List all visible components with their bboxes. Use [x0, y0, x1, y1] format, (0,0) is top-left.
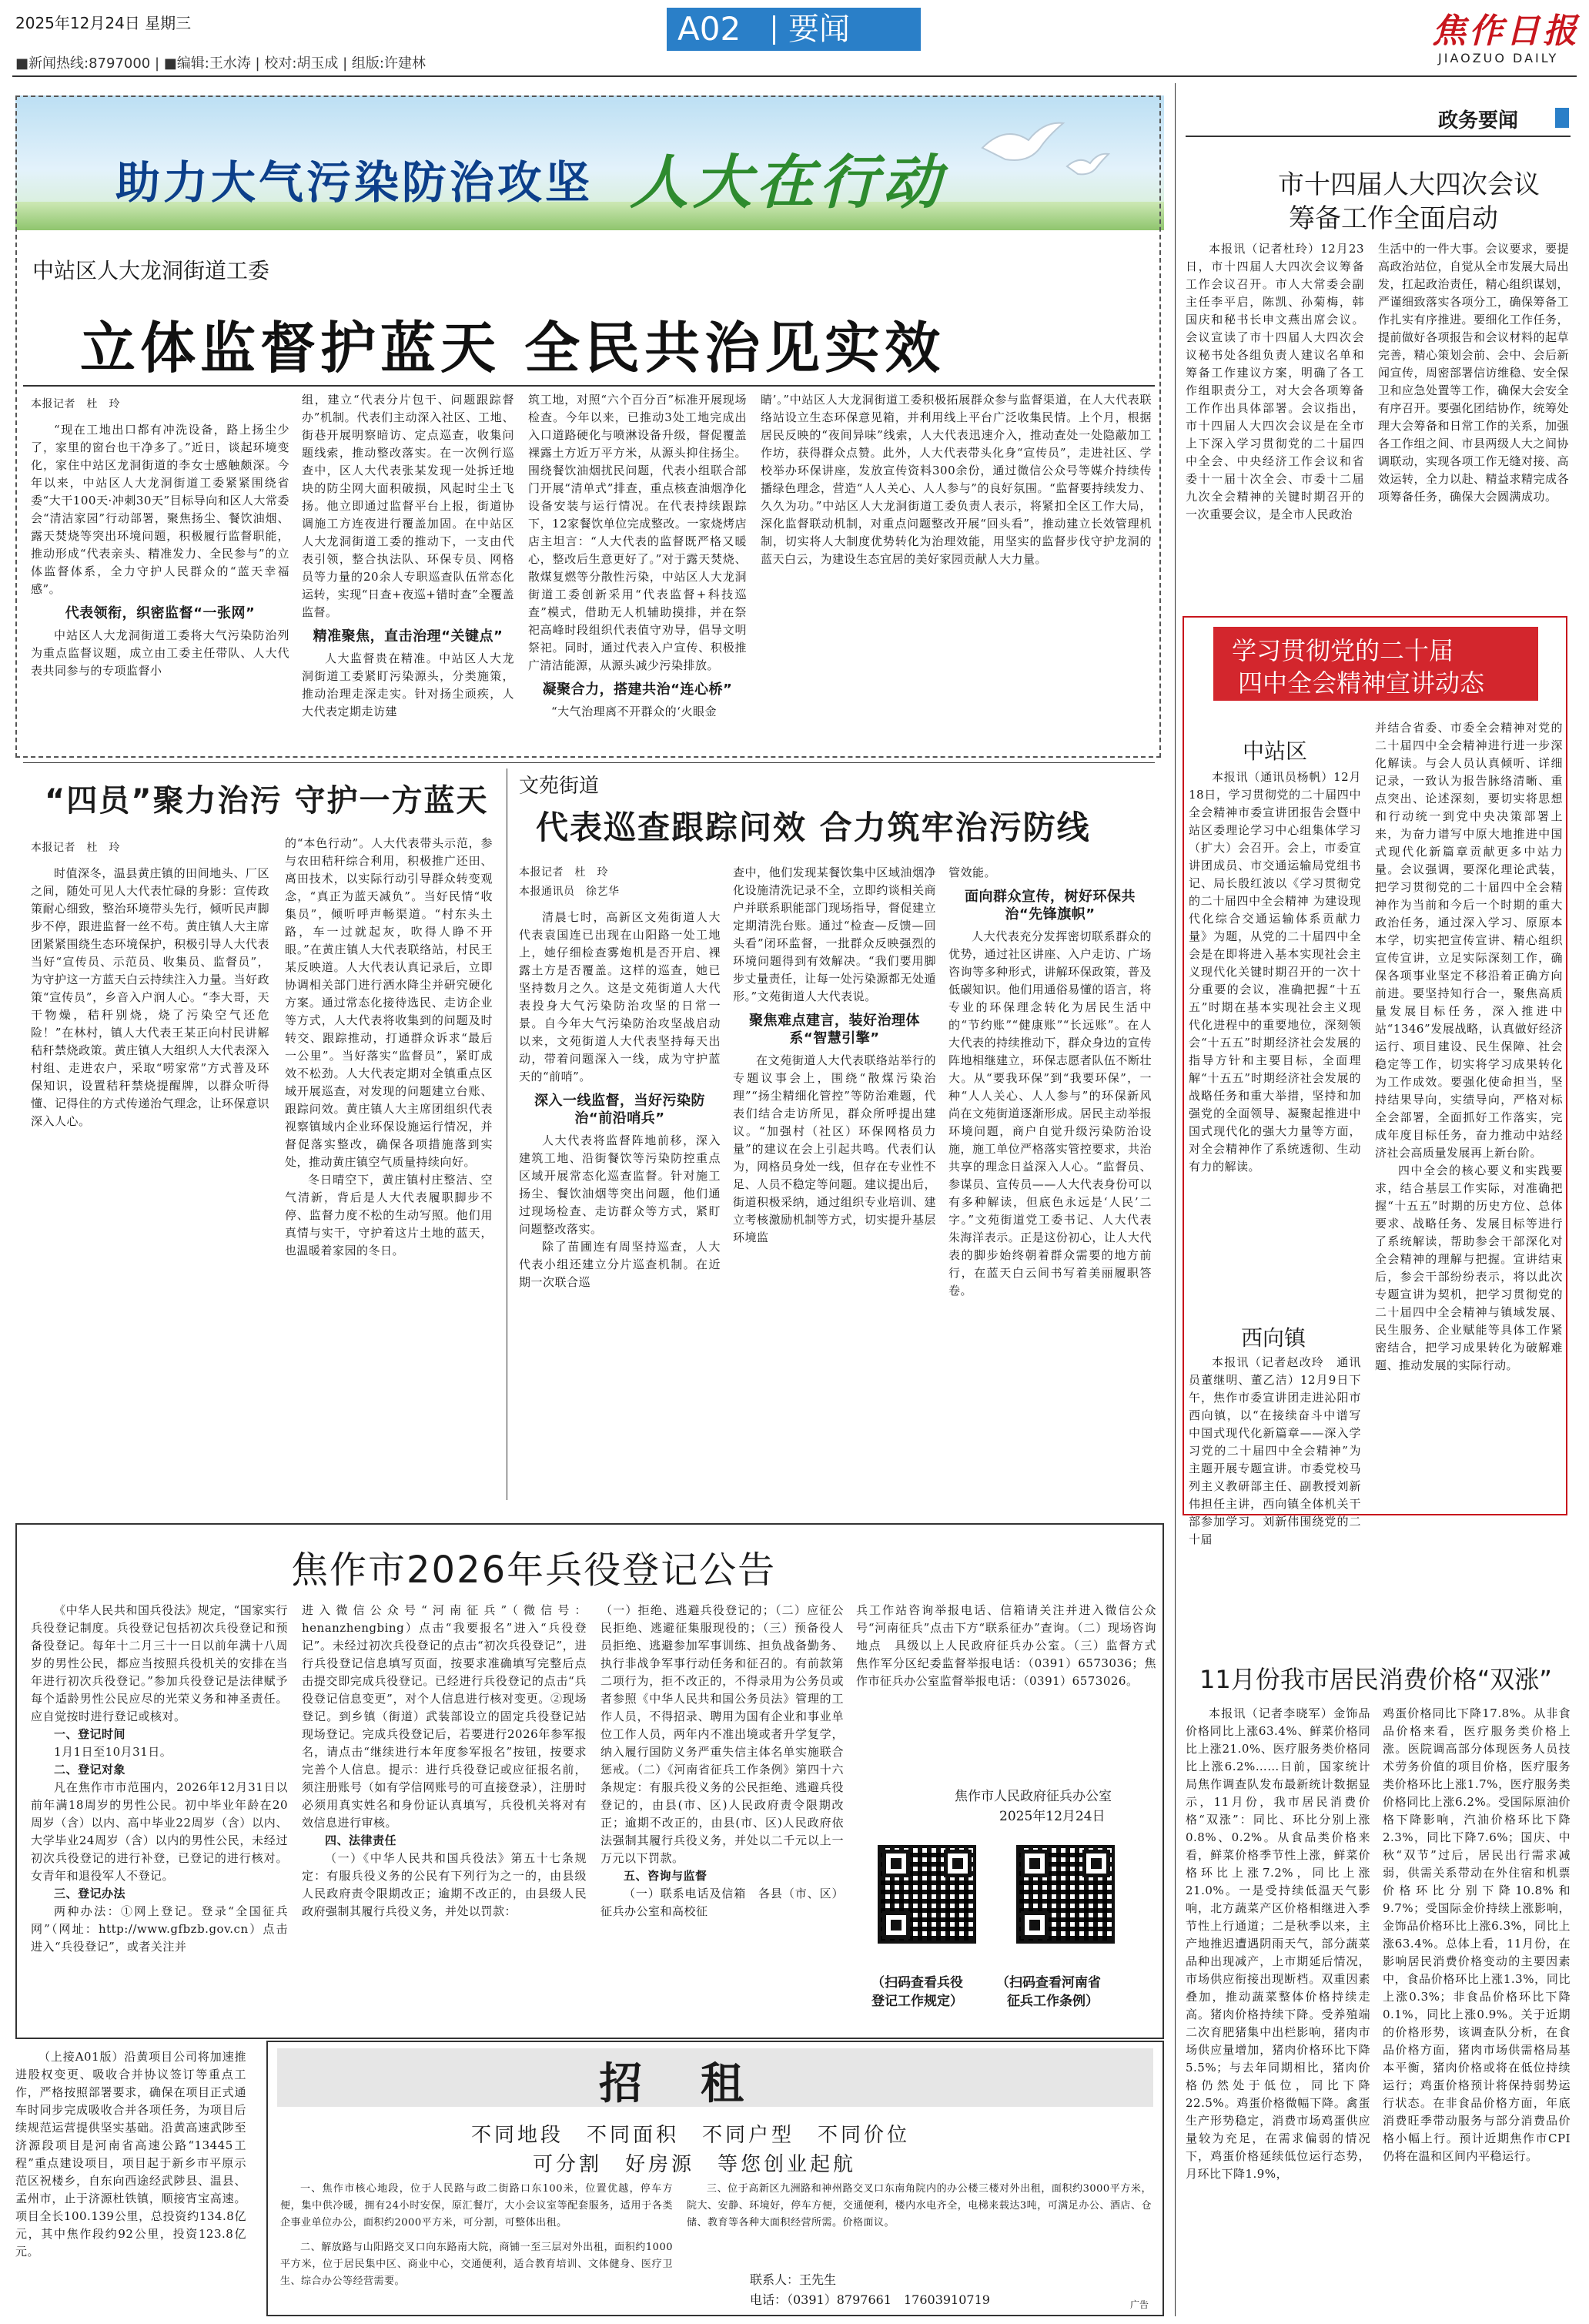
subheading: 精准聚焦，直击治理“关键点”: [313, 628, 503, 645]
article-column: [285, 835, 493, 1497]
ad-slogan: 不同地段 不同面积 不同户型 不同价位: [471, 2124, 911, 2147]
subheading: 面向群众宣传，树好环保共治“先锋旗帜”: [965, 889, 1136, 923]
news-headline: 11月份我市居民消费价格“双涨”: [1199, 1665, 1552, 1694]
paragraph: 除了苗圃连有周坚持巡查，人大代表小组还建立分片巡查机制。在近期一次联合巡: [519, 1240, 721, 1289]
paragraph: 时值深冬，温县黄庄镇的田间地头、厂区之间，随处可见人大代表忙碌的身影：宣传政策耐心细致，整治环境带头先行，倾听民声脚步不停，跟进监督一丝不苟。黄庄镇人大主席团紧紧围绕生态环境保护，积极引导人大代表当好“宣传员、示范员、收集员、监督员”，为守护这一方蓝天白云持续注入力量。当好政策“宣传员”，乡音入户润人心。“李大哥，天干物燥，秸秆别烧，烧了污染空气还危险！”在林村，镇人大代表王某正向村民讲解秸秆禁烧政策。黄庄镇人大组织人大代表深入村组、走进农户，采取“唠家常”方式普及环保知识，设置秸秆禁烧提醒牌，以群众听得懂、记得住的方式传递治气理念，让环保意识深入人心。: [31, 866, 270, 1128]
article-column: [761, 391, 1152, 750]
paragraph: 本报讯（记者杜玲）12月23日，市十四届人大四次会议筹备工作会议召开。市人大常委会副主任李平启，陈凯、孙菊梅，韩国庆和秘书长申文燕出席会议。会议宣读了市十四届人大四次会议秘书处各组负责人建议名单和筹备工作建议方案，明确了各工作组职责分工，对大会各项筹备工作作出具体部署。会议指出，市十四届人大四次会议是在全市上下深入学习贯彻党的二十届四中全会、中央经济工作会议和省委十一届十次全会、市委十二届九次全会精神的关键时期召开的一次重要会议，是全市人民政治: [1186, 242, 1364, 521]
paragraph: 一、焦作市核心地段，位于人民路与政二街路口东100米，位置优越，停车方便，集中供冷暖，拥有24小时安保，原汇餐厅，大小会议室等配套服务，适用于各类企事业单位办公，面积约2000平方米，可分割，可整体出租。: [280, 2183, 673, 2229]
article-column: [302, 391, 514, 750]
banner-title: 助力大气污染防治攻坚: [115, 156, 594, 209]
section-name: 要闻: [788, 12, 850, 47]
section-label: 政务要闻: [1438, 109, 1519, 132]
paragraph: 查中，他们发现某餐饮集中区域油烟净化设施清洗记录不全，立即约谈相关商户并联系职能部门现场指导，督促建立定期清洗台账。通过“检查—反馈—回头看”闭环监督，一批群众反映强烈的环境问题得到有效解决。“我们要用脚步丈量责任，让每一处污染源都无处遁形。”文苑街道人大代表说。: [733, 866, 936, 1003]
paragraph: （一）拒绝、逃避兵役登记的；（二）应征公民拒绝、逃避征集服现役的；（三）预备役人员拒绝、逃避参加军事训练、担负战备勤务、执行非战争军事行动任务和征召的。有前款第二项行为，拒不改正的，不得录用为公务员或者参照《中华人民共和国公务员法》管理的工作人员，不得招录、聘用为国有企业和事业单位工作人员，两年内不准出境或者升学复学，纳入履行国防义务严重失信主体名单实施联合惩戒。（二）《河南省征兵工作条例》第四十六条规定：有服兵役义务的公民拒绝、逃避兵役登记的，由县(市、区)人民政府责令限期改正；逾期不改正的，由县(市、区)人民政府依法强制其履行兵役义务，并处以二千元以上一万元以下罚款。: [600, 1603, 844, 1865]
paper-logo: 焦作日报: [1432, 12, 1580, 51]
ad-title: 招 租: [599, 2059, 751, 2109]
article-column: [1189, 769, 1361, 1317]
page-number: A02: [677, 10, 741, 48]
qr-caption: 登记工作规定）: [871, 1994, 963, 2009]
paragraph: 的“本色行动”。人大代表带头示范，参与农田秸秆综合利用，积极推广还田、离田技术，以实际行动引导群众转变观念，“真正为蓝天减负”。当好民情“收集员”，倾听呼声畅渠道。“村东头土路，车一过就起灰，吹得人睁不开眼。”在黄庄镇人大代表联络站，村民王某反映道。人大代表认真记录后，立即协调相关部门进行洒水降尘并研究硬化方案。通过常态化接待选民、走访企业等方式，人大代表将收集到的问题及时转交、跟踪推动，打通群众诉求“最后一公里”。当好落实“监督员”，紧盯成效不松劲。人大代表定期对全镇重点区域开展巡查，对发现的问题建立台账、跟踪问效。黄庄镇人大主席团组织代表视察镇域内企业环保设施运行情况，并督促落实整改，确保各项措施落到实处，推动黄庄镇空气质量持续向好。: [285, 836, 493, 1169]
ad-slogan: 可分割 好房源 等您创业起航: [533, 2153, 857, 2176]
subheading: 聚焦难点建言，装好治理体系“智慧引擎”: [749, 1013, 920, 1046]
byline: 本报通讯员 徐艺华: [519, 886, 620, 898]
section-label-marker: [1555, 108, 1569, 128]
paragraph: 在文苑街道人大代表联络站举行的专题议事会上，围绕“散煤污染治理”“扬尘精细化管控”等防治难题，代表们结合走访所见，群众所呼提出建议。“加强村（社区）环保网格员力量”的建议在会上引起共鸣。代表们认为，网格员身处一线，但存在专业性不足、人员不稳定等问题。建议提出后，街道积极采纳，通过组织专业培训、建立考核激励机制等方式，切实提升基层环境监: [733, 1053, 936, 1244]
paragraph: 本报讯（通讯员杨帆）12月18日，学习贯彻党的二十届四中全会精神市委宣讲团报告会暨中站区委理论学习中心组集体学习（扩大）会召开。会上，市委宣讲团成员、市交通运输局党组书记、局长殷红波以《学习贯彻党的二十届四中全会精神 为建设现代化综合交通运输体系贡献力量》为题，从党的二十届四中全会是在即将进入基本实现社会主义现代化关键时期召开的一次十分重要的会议，准确把握“十五五”时期在基本实现社会主义现代化进程中的重要地位，深刻领会“十五五”时期经济社会发展的指导方针和主要目标，全面理解“十五五”时期经济社会发展的战略任务和重大举措，坚持和加强党的全面领导、凝聚起推进中国式现代化的强大力量等方面，对全会精神作了系统透彻、生动有力的解读。: [1189, 770, 1361, 1174]
qr-code-icon: [1016, 1845, 1115, 1944]
paragraph: 生活中的一件大事。会议要求，要提高政治站位，自觉从全市发展大局出发，扛起政治责任，精心组织谋划，严谨细致落实各项分工，确保筹备工作扎实有序推进。要细化工作任务，提前做好各项报告和会议材料的起草完善，精心策划会前、会中、会后新闻宣传，周密部署信访维稳、安全保卫和应急处置等工作，确保大会安全有序召开。要强化团结协作，统筹处理大会筹备和日常工作的关系，加强各工作组之间、市县两级人大之间协调联动，实现各项工作无缝对接、高效运转，全力以赴、精益求精完成各项筹备任务，确保大会圆满成功。: [1378, 242, 1570, 504]
headline-rule: [23, 385, 1155, 387]
article-column: [948, 864, 1152, 1500]
article-column: [856, 1602, 1169, 1763]
page-number-divider: [773, 15, 775, 45]
paragraph: 鸡蛋价格同比下降17.8%。从非食品价格来看，医疗服务类价格上涨。医院调高部分体现医务人员技术劳务价值的项目价格，医疗服务类价格环比上涨1.7%，医疗服务类价格同比上涨6.2%。受国际原油价格下降影响，汽油价格环比下降2.3%，同比下降7.6%；国庆、中秋“双节”过后，居民出行需求减弱，供需关系带动在外住宿和机票价格环比分别下降10.8%和9.7%；受国际金价持续上涨影响，金饰品价格环比上涨6.3%，同比上涨63.4%。总体上看，11月份，在影响居民消费价格变动的主要因素中，食品价格环比上涨1.3%，同比上涨0.3%；非食品价格环比下降0.1%，同比上涨0.9%。关于近期的价格形势，该调查队分析，在食品价格方面，猪肉市场供需格局基本平衡，猪肉价格或将在低位持续运行；鸡蛋价格预计将保持弱势运行状态。在非食品价格方面，年底消费旺季带动服务与部分消费品价格小幅上行。预计近期焦作市CPI仍将在温和区间内平稳运行。: [1383, 1706, 1571, 2163]
byline: 本报记者 杜 玲: [31, 842, 120, 854]
subheading: 代表领衔，织密监督“一张网”: [65, 605, 256, 621]
ad-item: [280, 2239, 673, 2310]
byline: 本报记者 杜 玲: [31, 398, 120, 410]
article-column: [1375, 719, 1563, 1505]
issue-date: 2025年12月24日 星期三: [15, 14, 192, 32]
paragraph: 本报讯（记者李晓军）金饰品价格同比上涨63.4%、鲜菜价格同比上涨21.0%、医疗服务类价格同比上涨6.2%……日前，国家统计局焦作调查队发布最新统计数据显示，11月份，我市居民消费价格“双涨”：同比、环比分别上涨0.8%、0.2%。从食品类价格来看，鲜菜价格季节性上涨，鲜菜价格环比上涨7.2%，同比上涨21.0%。一是受持续低温天气影响，北方蔬菜产区价格相继进入季节性上行通道；二是秋季以来，主产地推迟遭遇阴雨天气，部分蔬菜品种出现减产，上市期延后情况，市场供应衔接出现断档。双重因素叠加，推动蔬菜整体价格持续走高。猪肉价格持续下降。受养殖端二次育肥猪集中出栏影响，猪肉市场供应量增加，猪肉价格环比下降5.5%；与去年同期相比，猪肉价格仍然处于低位，同比下降22.5%。鸡蛋价格微幅下降。禽蛋生产形势稳定，消费市场鸡蛋供应量较为充足，在需求偏弱的情况下，鸡蛋价格延续低位运行态势，月环比下降1.9%，: [1186, 1706, 1370, 2181]
news-headline: 筹备工作全面启动: [1289, 203, 1498, 234]
qr-code-icon: [878, 1845, 976, 1944]
paragraph: 冬日晴空下，黄庄镇村庄整洁、空气清新，背后是人大代表履职脚步不停、监督力度不松的生动写照。他们用真情与实干，守护着这片土地的蓝天，也温暖着家园的冬日。: [285, 1173, 493, 1257]
ad-phone: 电话：（0391）8797661 17603910719: [750, 2292, 990, 2307]
article-column: [519, 864, 721, 1500]
paragraph: 人大监督贵在精准。中站区人大龙洞街道工委紧盯污染源头，分类施策，推动治理走深走实。针对扬尘顽疾，人大代表定期走访建: [302, 651, 514, 718]
subsection-title: 中站区: [1243, 738, 1308, 764]
dove-icon: [1064, 151, 1110, 179]
subsection-title: 西向镇: [1241, 1325, 1306, 1351]
paragraph: 二、解放路与山阳路交叉口向东路南大院，商铺一至三层对外出租，面积约1000平方米，位于居民集中区、商业中心，交通便利，适合教育培训、文体健身、医疗卫生、综合办公等经营需要。: [280, 2242, 673, 2287]
article-column: [528, 391, 747, 750]
section-label-rule: [1186, 136, 1571, 137]
paragraph: （一）《中华人民共和国兵役法》第五十七条规定：有服兵役义务的公民有下列行为之一的，由县级人民政府责令限期改正；逾期不改正的，由县级人民政府强制其履行兵役义务，并处以罚款：: [302, 1851, 587, 1918]
continued-article: [15, 2048, 246, 2316]
section-rule: [23, 762, 1155, 763]
column-rule: [1175, 83, 1176, 2316]
byline: 本报记者 杜 玲: [519, 866, 608, 879]
paragraph: 兵工作站咨询举报电话、信箱请关注并进入微信公众号“河南征兵”点击下方“联系征办”查询。（二）现场咨询地点 具级以上人民政府征兵办公室。（三）监督方式 焦作军分区纪委监督举报电话：（0391）6573036；焦作市征兵办公室监督举报电话：（0391）6573026。: [856, 1603, 1169, 1688]
notice-heading: 四、法律责任: [325, 1833, 397, 1847]
qr-caption: 征兵工作条例）: [1007, 1994, 1099, 2009]
subheading: 深入一线监督，当好污染防治“前沿哨兵”: [534, 1093, 705, 1127]
paragraph: 筑工地，对照“六个百分百”标准开展现场检查。今年以来，已推动3处工地完成出入口道路硬化与喷淋设备升级，督促覆盖裸露土方近万平方米，从源头抑住扬尘。围绕餐饮油烟扰民问题，代表小组联合部门开展“清单式”排查，重点核查油烟净化设备安装与运行情况。在代表持续跟踪下，12家餐饮单位完成整改。一家烧烤店店主坦言：“人大代表的监督既严格又暖心，整改后生意更好了。”对于露天焚烧、散煤复燃等分散性污染，中站区人大龙洞街道工委创新采用“代表监督+科技巡查”模式，借助无人机辅助摸排，并在祭祀高峰时段组织代表值守劝导，倡导文明祭祀。同时，通过代表入户宣传、积极推广清洁能源，从源头减少污染排放。: [528, 393, 747, 672]
notice-heading: 二、登记对象: [54, 1763, 126, 1776]
article-headline: 代表巡查跟踪问效 合力筑牢治污防线: [536, 809, 1091, 846]
article-column: [1189, 1354, 1361, 1546]
article-column: [31, 835, 269, 1497]
article-column: [600, 1602, 844, 2033]
article-column: [31, 1602, 288, 2033]
ad-tag: 广告: [1130, 2299, 1149, 2310]
dove-icon: [975, 117, 1067, 171]
article-column: [302, 1602, 587, 2033]
article-column: [31, 391, 289, 750]
article-column: [1186, 240, 1364, 590]
qr-caption: （扫码查看兵役: [871, 1975, 963, 1991]
notice-date: 2025年12月24日: [999, 1809, 1106, 1824]
paragraph: 组，建立“代表分片包干、问题跟踪督办”机制。代表们主动深入社区、工地、街巷开展明察暗访、定点巡查，收集问题线索，推动整改落实。在一次例行巡查中，区人大代表张某发现一处拆迁地块的防尘网大面积破损，风起时尘土飞扬。他立即通过监督平台上报，街道协调施工方连夜进行覆盖加固。在中站区人大龙洞街道工委的推动下，一支由代表引领，整合执法队、环保专员、网格员等力量的20余人专职巡查队伍常态化运转，实现“日查+夜巡+错时查”全覆盖监督。: [302, 393, 514, 619]
subheading: 凝聚合力，搭建共治“连心桥”: [542, 681, 733, 698]
banner-slogan: 人大在行动: [630, 148, 945, 216]
notice-heading: 三、登记办法: [54, 1887, 126, 1900]
paragraph: 并结合省委、市委全会精神对党的二十届四中全会精神进行进一步深化解读。与会人员认真倾听、详细记录，一致认为报告脉络清晰、重点突出、论述深刻，要切实将思想和行动统一到党中央决策部署上来，为奋力谱写中原大地推进中国式现代化新篇章贡献更多中站力量。会议强调，要深化理论武装，把学习贯彻党的二十届四中全会精神作为当前和今后一个时期的重大政治任务，通过深入学习、原原本本学，切实把宣传宣讲、精心组织宣传宣讲，立足实际深刻工作，确保各项事业坚定不移沿着正确方向前进。要坚持知行合一，聚焦高质量发展目标任务，深入推进中站“1346”发展战略，认真做好经济运行、项目建设、民生保障、社会稳定等工作，切实将学习成果转化为工作成效。要强化使命担当，坚持结果导向，实绩导向，严格对标全会部署，全面抓好工作落实，完成年度目标任务，奋力推动中站经济社会高质量发展再上新台阶。: [1375, 721, 1563, 1160]
paragraph: 睛’。”中站区人大龙洞街道工委积极拓展群众参与监督渠道，在人大代表联络站设立生态环保意见箱，并利用线上平台广泛收集民情。上个月，根据居民反映的“夜间异味”线索，人大代表迅速介入，推动查处一处隐蔽加工作坊，获得群众点赞。此外，人大代表带头化身“宣传员”，走进社区、学校举办环保讲座，发放宣传资料300余份，通过微信公众号等媒介持续传播绿色理念，营造“人人关心、人人参与”的良好氛围。“监督要持续发力、久久为功。”中站区人大龙洞街道工委负责人表示，将紧扣全区工作大局，深化监督联动机制，对重点问题整改开展“回头看”，推动建立长效管理机制，切实将人大制度优势转化为治理效能，用坚实的监督步伐守护龙洞的蓝天白云，为建设生态宜居的美好家园贡献人大力量。: [761, 393, 1152, 566]
notice-signer: 焦作市人民政府征兵办公室: [955, 1789, 1112, 1804]
article-kicker: 中站区人大龙洞街道工委: [32, 258, 270, 283]
paragraph: 凡在焦作市市范围内，2026年12月31日以前年满18周岁的男性公民。初中毕业年龄在20周岁（含）以内、高中毕业22周岁（含）以内、大学毕业24周岁（含）以内的男性公民，未经过初次兵役登记的进行补登，已登记的进行核对。女青年和退役军人不登记。: [31, 1780, 288, 1883]
paragraph: 本报讯（记者赵改玲 通讯员董继明、董乙洁）12月9日下午，焦作市委宣讲团走进沁阳市西向镇，以“在接续奋斗中谱写中国式现代化新篇章——深入学习党的二十届四中全会精神”为主题开展专题宣讲。市委党校马列主义教研部主任、副教授刘新伟担任主讲，西向镇全体机关干部参加学习。刘新伟围绕党的二十届: [1189, 1355, 1361, 1546]
paragraph: 两种办法：①网上登记。登录“全国征兵网”（网址：http://www.gfbzb.gov.cn）点击进入“兵役登记”，或者关注并: [31, 1904, 288, 1954]
hotline-info: ■新闻热线:8797000 | ■编辑:王水涛 | 校对:胡玉成 | 组版:许建林: [15, 55, 426, 72]
article-column: [1383, 1705, 1571, 2316]
paragraph: 三、位于高新区九洲路和神州路交叉口东南角院内的办公楼三楼对外出租，面积约3000平方米，院大、安静、环境好，停车方便，交通便利，楼内水电齐全，电梯来载达3吨，可满足办公、酒店、仓储、教育等各种大面积经营所需。价格面议。: [687, 2183, 1152, 2229]
paragraph: 人大代表将监督阵地前移，深入建筑工地、沿街餐饮等污染防控重点区域开展常态化巡查监督。针对施工扬尘、餐饮油烟等突出问题，他们通过现场检查、走访群众等方式，紧盯问题整改落实。: [519, 1134, 721, 1236]
header-rule: [12, 75, 1577, 77]
paragraph: 四中全会的核心要义和实践要求，结合基层工作实际，对准确把握“十五五”时期的历史方位、总体要求、战略任务、发展目标等进行了系统解读，帮助参会干部深化对全会精神的理解与把握。宣讲结束后，参会干部纷纷表示，将以此次专题宣讲为契机，把学习贯彻党的二十届四中全会精神与镇域发展、民生服务、企业赋能等具体工作紧密结合，把学习成果转化为破解难题、推动发展的实际行动。: [1375, 1164, 1563, 1372]
paper-logo-en: JIAOZUO DAILY: [1438, 51, 1559, 65]
article-headline: 立体监督护蓝天 全民共治见实效: [80, 316, 945, 380]
paragraph: 管效能。: [948, 866, 997, 879]
paragraph: “大气治理离不开群众的‘火眼金: [551, 705, 717, 718]
article-headline: “四员”聚力治污 守护一方蓝天: [45, 783, 489, 819]
ad-item: [687, 2181, 1152, 2252]
paragraph: 《中华人民共和国兵役法》规定，“国家实行兵役登记制度。兵役登记包括初次兵役登记和预备役登记。每年十二月三十一日以前年满十八周岁的男性公民，都应当按照兵役机关的安排在当年进行初次兵役登记。”参加兵役登记是法律赋予每个适龄男性公民应尽的光荣义务和神圣责任。应自觉按时进行登记或核对。: [31, 1603, 288, 1723]
paragraph: 人大代表充分发挥密切联系群众的优势，通过社区讲座、入户走访、广场咨询等多种形式，讲解环保政策，普及低碳知识。他们用通俗易懂的语言，将专业的环保理念转化为居民生活中的“节约账”“健康账”“长远账”。在人大代表的持续推动下，群众身边的宣传阵地相继建立，环保志愿者队伍不断壮大。从“要我环保”到“我要环保”，一种“人人关心、人人参与”的环保新风尚在文苑街道逐渐形成。居民主动举报环境问题，商户自觉升级污染防治设施，施工单位严格落实管控要求，共治共享的理念日益深入人心。“监督员、参谋员、宣传员——人大代表身份可以有多种解读，但底色永远是‘人民’二字。”文苑街道党工委书记、人大代表朱海洋表示。正是这份初心，让人大代表的脚步始终朝着群众需要的地方前行，在蓝天白云间书写着美丽履职答卷。: [948, 929, 1152, 1298]
notice-heading: 一、登记时间: [54, 1727, 126, 1741]
article-kicker: 文苑街道: [519, 775, 600, 798]
paragraph: 进入微信公众号“河南征兵”（微信号：henanzhengbing）点击“我要报名”进入“兵役登记”。未经过初次兵役登记的点击“初次兵役登记”，进行兵役登记信息填写页面，按要求准确填写完整后点击提交即完成兵役登记。已经进行兵役登记的点击“兵役登记信息变更”，对个人信息进行核对变更。②现场登记。到乡镇（街道）武装部设立的固定兵役登记站现场登记。完成兵役登记后，若要进行2026年参军报名，请点击“继续进行本年度参军报名”按钮，按要求完善个人信息。提示：进行兵役登记或应征报名前，须注册账号（如有学信网账号的可直接登录），注册时必须用真实姓名和身份证认真填写，兵役机关将对有效信息进行审核。: [302, 1603, 587, 1830]
paragraph: 清晨七时，高新区文苑街道人大代表袁国连已出现在山阳路一处工地上，她仔细检查雾炮机是否开启、裸露土方是否覆盖。这样的巡查，她已坚持数月之久。这是文苑街道人大代表投身大气污染防治攻坚的日常一景。自今年大气污染防治攻坚战启动以来，文苑街道人大代表坚持每天出动，带着问题深入一线，成为守护蓝天的“前哨”。: [519, 910, 721, 1083]
paragraph: 中站区人大龙洞街道工委将大气污染防治列为重点监督议题，成立由工委主任带队、人大代表共同参与的专项监督小: [31, 628, 289, 678]
paragraph: “现在工地出口都有冲洗设备，路上扬尘少了，家里的窗台也干净多了。”近日，谈起环境变化，家住中站区龙洞街道的李女士感触颇深。今年以来，中站区人大龙洞街道工委紧紧围绕省委“大干100天·冲刺30天”目标导向和区人大常委会“清洁家园”行动部署，聚焦扬尘、餐饮油烟、露天焚烧等突出环境问题，积极履行监督职能，推动形成“代表亲头、精准发力、全民参与”的立体监督体系，全力守护人民群众的“蓝天幸福感”。: [31, 423, 289, 596]
article-column: [733, 864, 936, 1500]
campaign-title: 四中全会精神宣讲动态: [1238, 668, 1485, 698]
ad-contact: 联系人：王先生: [750, 2272, 837, 2287]
notice-title: 焦作市2026年兵役登记公告: [291, 1549, 777, 1592]
paragraph: 1月1日至10月31日。: [54, 1745, 172, 1759]
article-column: [1378, 240, 1569, 590]
notice-heading: 五、咨询与监督: [624, 1869, 708, 1883]
paragraph: （上接A01版）沿黄项目公司将加速推进股权变更、吸收合并协议签订等重点工作，严格按照部署要求，确保在项目正式通车时同步完成吸收合并各项任务，为项目后续规范运营提供坚实基础。沿黄高速武陟至济源段项目是河南省高速公路“13445工程”重点建设项目，项目起于新乡市平原示范区祝楼乡，自东向西途经武陟县、温县、孟州市，止于济源杜铁镇，顺接宵宝高速。项目全长100.139公里，总投资约134.8亿元，其中焦作段约92公里，投资123.8亿元。: [15, 2050, 246, 2259]
article-column: [1186, 1705, 1370, 2316]
news-headline: 市十四届人大四次会议: [1278, 169, 1540, 200]
qr-caption: （扫码查看河南省: [996, 1975, 1101, 1991]
paragraph: （一）联系电话及信箱 各县（市、区）征兵办公室和高校征: [600, 1887, 844, 1918]
ad-item: [280, 2181, 673, 2235]
campaign-title: 学习贯彻党的二十届: [1232, 636, 1454, 665]
